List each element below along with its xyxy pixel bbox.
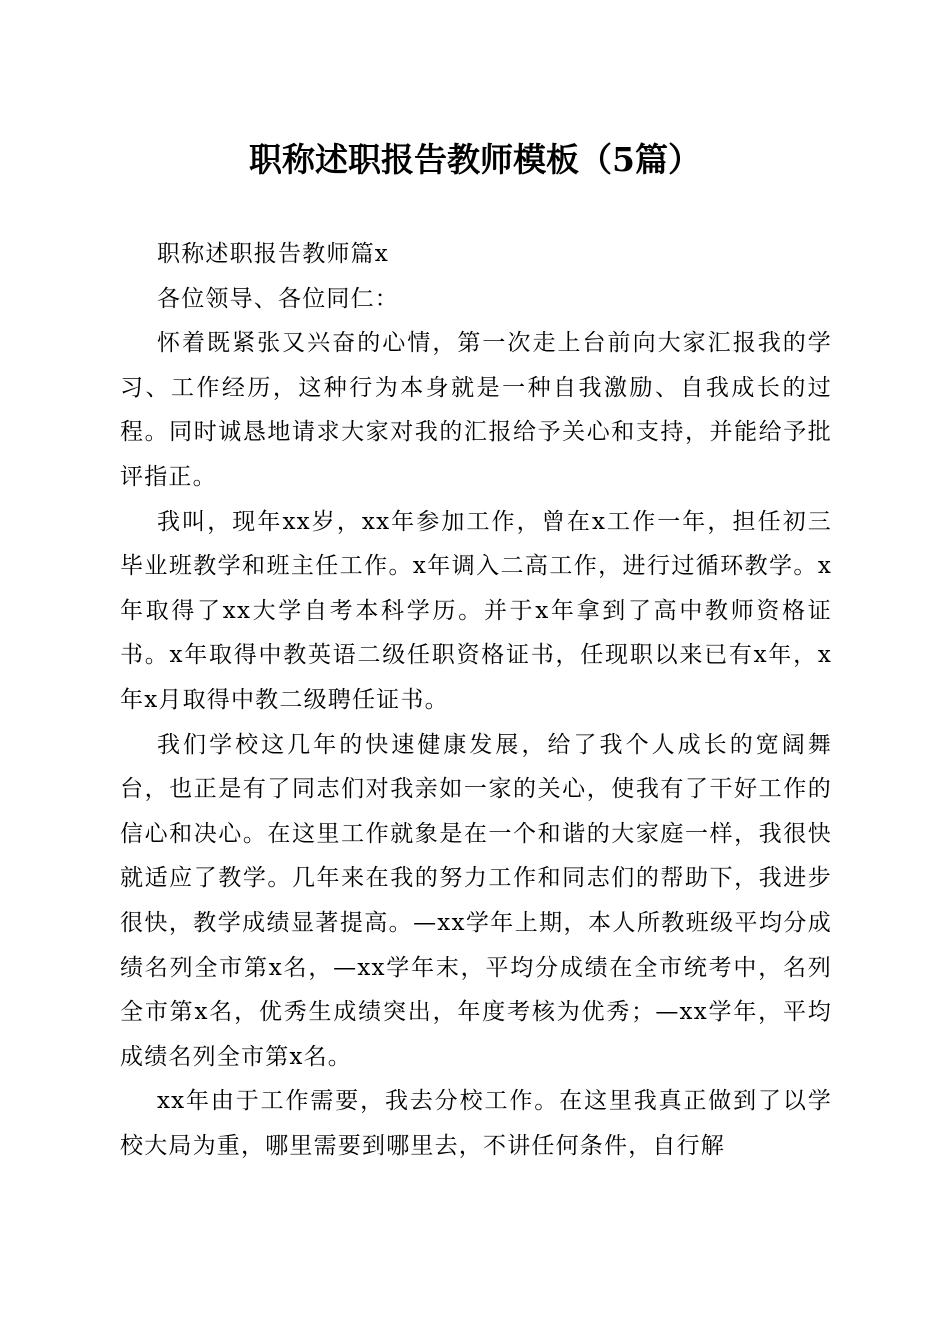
section-heading: 职称述职报告教师篇x [157,241,389,267]
document-body [120,232,832,1168]
paragraph-intro: 怀着既紧张又兴奋的心情，第一次走上台前向大家汇报我的学习、工作经历，这种行为本身就是一种自我激励、自我成长的过程。同时诚恳地请求大家对我的汇报给予关心和支持，并能给予批评指正。 [120,330,832,490]
document-title: 职称述职报告教师模板（5篇） [249,140,701,179]
salutation: 各位领导、各位同仁： [157,285,399,312]
paragraph-background: 我叫，现年xx岁，xx年参加工作，曾在x工作一年，担任初三毕业班教学和班主任工作。x年调入二高工作，进行过循环教学。x年取得了xx大学自考本科学历。并于x年拿到了高中教师资格证书。x年取得中教英语二级任职资格证书，任现职以来已有x年，x年x月取得中教二级聘任证书。 [120,508,832,713]
paragraph-achievements: 我们学校这几年的快速健康发展，给了我个人成长的宽阔舞台，也正是有了同志们对我亲如一家的关心，使我有了干好工作的信心和决心。在这里工作就象是在一个和谐的大家庭一样，我很快就适应了教学。几年来在我的努力工作和同志们的帮助下，我进步很快，教学成绩显著提高。—xx学年上期，本人所教班级平均分成绩名列全市第x名，—xx学年末，平均分成绩在全市统考中，名列全市第x名，优秀生成绩突出，年度考核为优秀；—xx学年，平均成绩名列全市第x名。 [120,731,832,1070]
paragraph-branch-school: xx年由于工作需要，我去分校工作。在这里我真正做到了以学校大局为重，哪里需要到哪里去，不讲任何条件，自行解 [120,1088,832,1159]
